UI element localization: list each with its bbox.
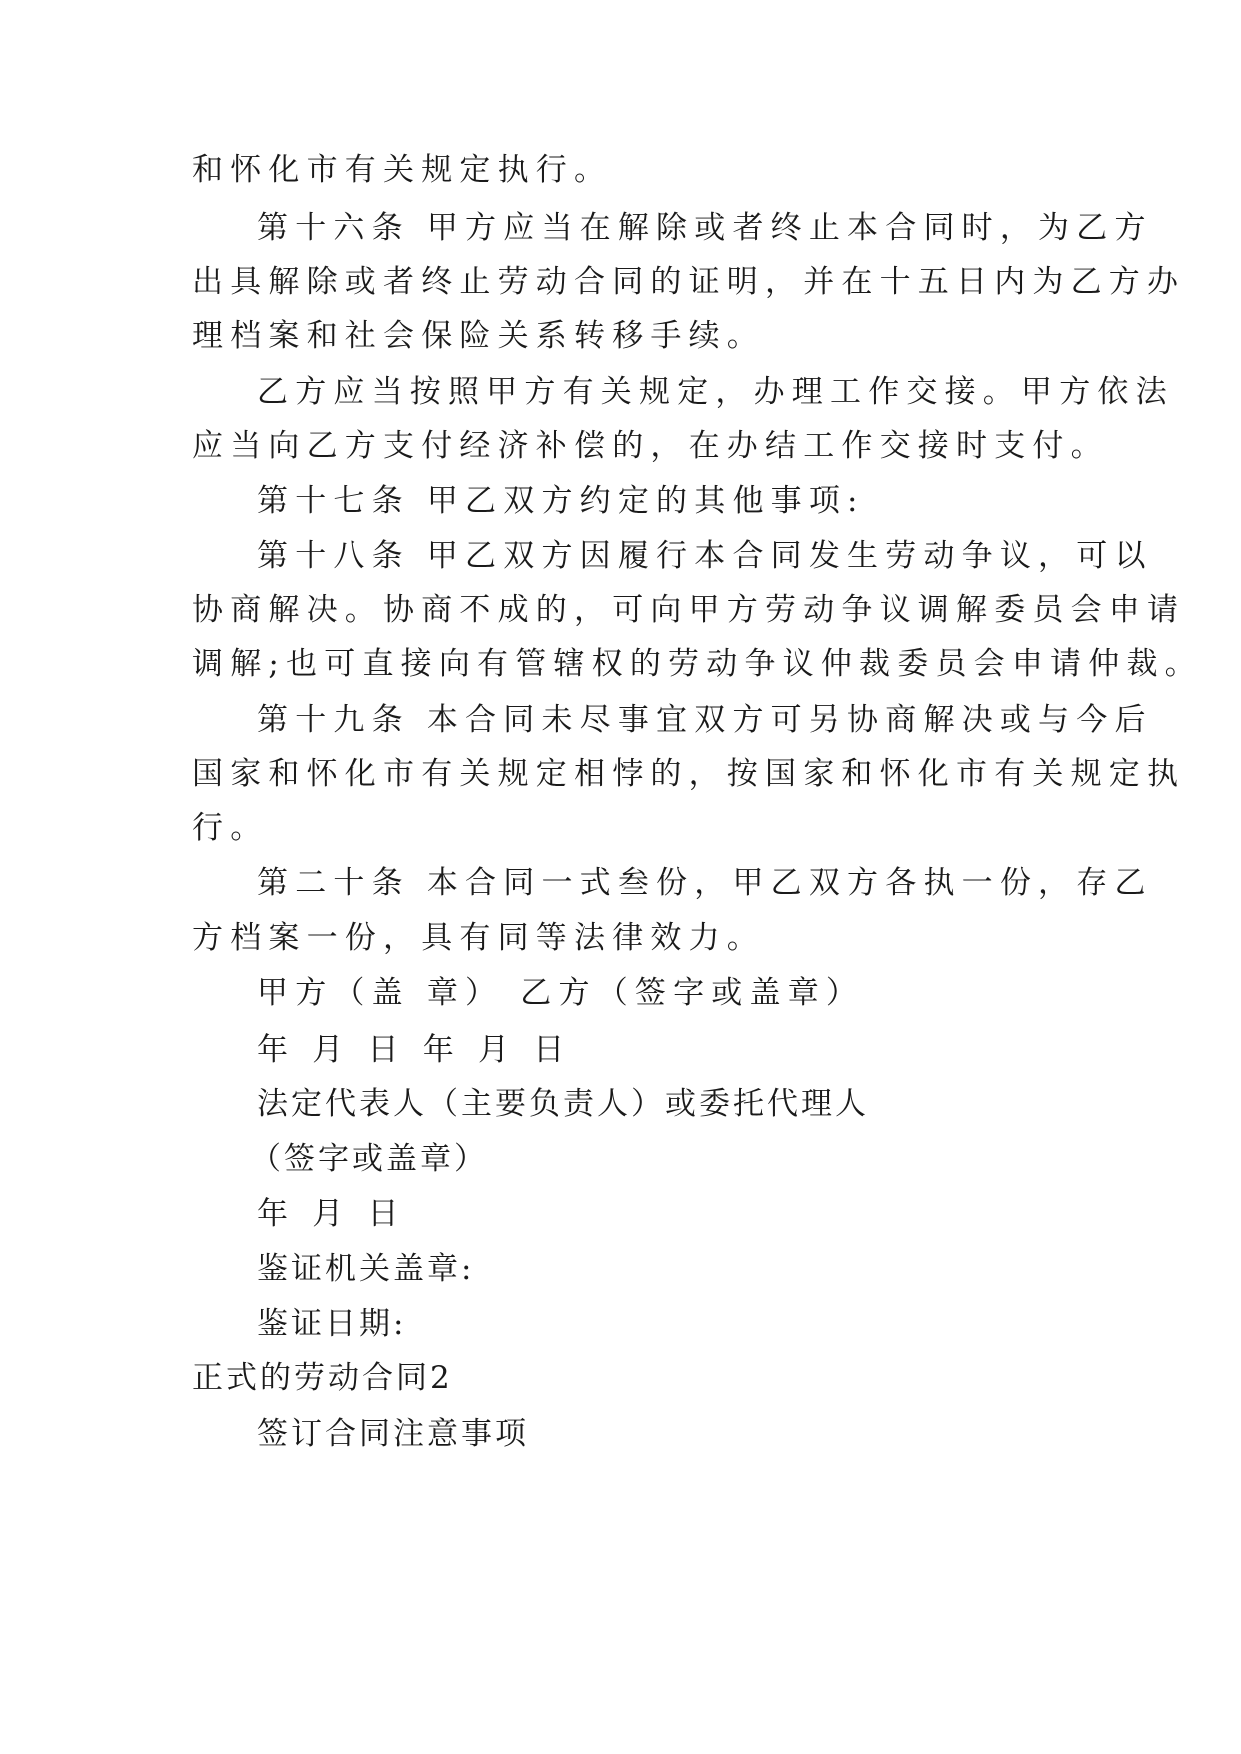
verification-date-line: 鉴证日期: — [257, 1306, 407, 1342]
article-19-line: 第十九条 本合同未尽事宜双方可另协商解决或与今后 — [257, 702, 1153, 738]
paragraph-line: 和怀化市有关规定执行。 — [192, 152, 613, 188]
paragraph-line: 应当向乙方支付经济补偿的，在办结工作交接时支付。 — [192, 428, 1109, 464]
paragraph-line: 国家和怀化市有关规定相悖的，按国家和怀化市有关规定执 — [192, 756, 1186, 792]
paragraph-line: 理档案和社会保险关系转移手续。 — [192, 318, 765, 354]
verification-seal-line: 鉴证机关盖章: — [257, 1251, 475, 1287]
signature-date-line: 年 月 日 年 月 日 — [257, 1032, 572, 1068]
paragraph-line: 方档案一份，具有同等法律效力。 — [192, 920, 765, 956]
article-18-line: 第十八条 甲乙双方因履行本合同发生劳动争议，可以 — [257, 538, 1153, 574]
article-16-line: 第十六条 甲方应当在解除或者终止本合同时，为乙方 — [257, 210, 1153, 246]
article-17-line: 第十七条 甲乙双方约定的其他事项: — [257, 483, 865, 519]
signature-parties-line: 甲方（盖 章） 乙方（签字或盖章） — [257, 975, 865, 1011]
paragraph-line: 调解;也可直接向有管辖权的劳动争议仲裁委员会申请仲裁。 — [192, 646, 1203, 682]
section-heading: 正式的劳动合同2 — [192, 1360, 453, 1396]
paragraph-line: 行。 — [192, 810, 269, 846]
legal-representative-line: 法定代表人（主要负责人）或委托代理人 — [257, 1086, 869, 1122]
article-20-line: 第二十条 本合同一式叁份，甲乙双方各执一份，存乙 — [257, 865, 1153, 901]
paragraph-line: 乙方应当按照甲方有关规定，办理工作交接。甲方依法 — [257, 374, 1174, 410]
signature-note-line: （签字或盖章） — [250, 1141, 488, 1177]
subsection-heading: 签订合同注意事项 — [257, 1416, 529, 1452]
paragraph-line: 协商解决。协商不成的，可向甲方劳动争议调解委员会申请 — [192, 592, 1186, 628]
signature-date-line: 年 月 日 — [257, 1196, 406, 1232]
paragraph-line: 出具解除或者终止劳动合同的证明，并在十五日内为乙方办 — [192, 264, 1186, 300]
